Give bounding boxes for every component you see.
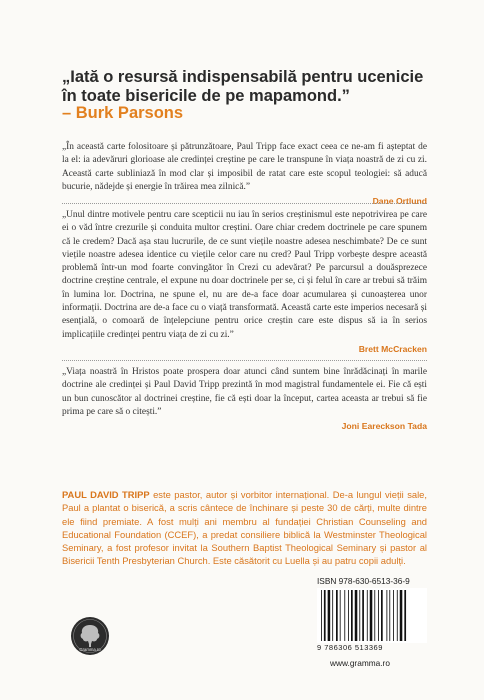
author-bio — [62, 488, 427, 568]
headline-author: – Burk Parsons — [62, 104, 184, 122]
barcode — [317, 588, 427, 643]
publisher-logo-text: Gramma.ro — [79, 647, 101, 652]
endorsement-3 — [62, 366, 427, 431]
endorsement-author: Joni Eareckson Tada — [341, 421, 427, 432]
author-bio-text: este pastor, autor și vorbitor internațional. De-a lungul vieții sale, Paul a plantat o biserică, a scris cântece de închinare și peste 30 de cărți, multe dintre ele fiind premiate. A fost mulți ani membru al fundației Christian Counseling and Educational Foundation (CCEF), a predat consiliere biblică la Westminster Theological Seminary, a fost profesor invitat la Southern Baptist Theological Seminary și pastor al Bisericii Tenth Presbyterian Church. Este căsătorit cu Luella și au patru copii adulți. — [62, 489, 427, 567]
divider — [62, 203, 427, 204]
author-name: PAUL DAVID TRIPP — [62, 489, 150, 500]
endorsement-text: „Viața noastră în Hristos poate prospera doar atunci când suntem bine înrădăcinați în marile doctrine ale credinței și Paul David Tripp prezintă în mod magistral fundamentele ei. Fie că ești un bun cunoscător al doctrinei creștine, fie că ești doar la început, cartea aceasta ar trebui să fie prima pe care să o citești.” — [62, 367, 427, 417]
endorsement-1 — [62, 141, 427, 206]
isbn-label: ISBN 978-630-6513-36-9 — [317, 576, 410, 586]
endorsement-author: Dane Ortlund — [372, 196, 427, 207]
publisher-logo — [70, 616, 110, 656]
endorsement-text: „În această carte folositoare și pătrunzătoare, Paul Tripp face exact ceea ce ne-am fi așteptat de la el: ia adevăruri glorioase ale credinței creștine pe care le transpune în viața noastră de zi cu zi. Această carte subliniază în mod clar și imposibil de ratat care este scopul teologiei: să aducă bucurie, nădejde și energie în trăirea mea zilnică.” — [62, 142, 427, 192]
divider — [62, 360, 427, 361]
headline-quote: „Iată o resursă indispensabilă pentru ucenicie în toate bisericile de pe mapamond.” — [62, 68, 424, 105]
barcode-digits: 9 786306 513369 — [317, 643, 383, 652]
endorsement-2 — [62, 209, 427, 354]
endorsement-text: „Unul dintre motivele pentru care scepticii nu iau în serios creștinismul este nepotrivirea pe care ei o văd între crezurile și conduita multor creștini. Oare chiar credem doctrinele pe care spunem că le credem? Dacă așa stau lucrurile, de ce sunt viețile noastre adesea neschimbate? De ce sunt viețile noastre adesea identice cu viețile celor care nu cred? Paul Tripp vorbește despre această problemă într-un mod foarte convingător în Crezi cu adevărat? Pe parcursul a douăsprezece doctrine creștine centrale, el expune nu doar doctrinele per se, ci și felul în care ar trebui să trăim în lumina lor. Doctrina, ne spune el, nu are de-a face doar acumularea și cunoașterea unor informații. Doctrina are de-a face cu o viață transformată. Această carte este imperios necesară și esențială, o comoară de înțelepciune pentru orice creștin care este dispus să ia în serios implicațiile credinței pentru viața de zi cu zi.” — [62, 210, 427, 340]
endorsement-author: Brett McCracken — [358, 343, 427, 354]
publisher-website: www.gramma.ro — [330, 658, 390, 668]
